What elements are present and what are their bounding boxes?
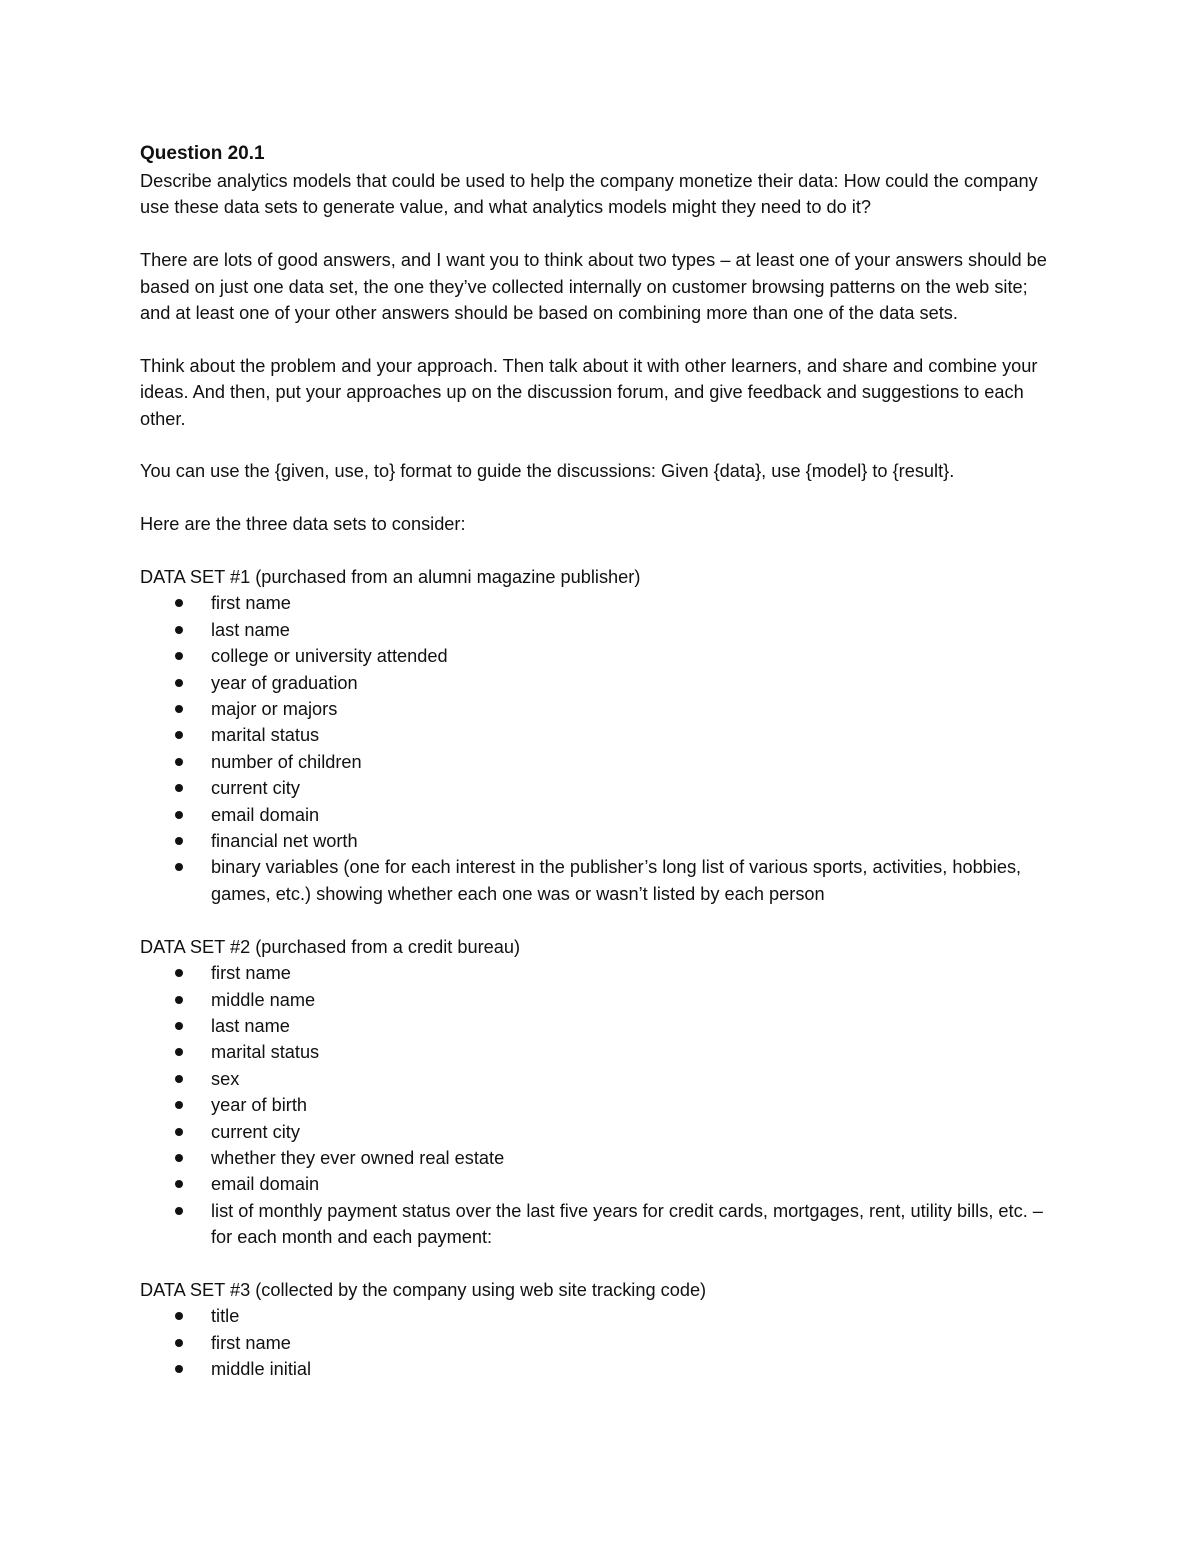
- data-set-1-list: [140, 590, 1060, 907]
- instructions-paragraph: There are lots of good answers, and I want you to think about two types – at least one of your answers should be based on just one data set, the one they’ve collected internally on customer browsing patterns on the web site; and at least one of your other answers should be based on combining more than one of the data sets.: [140, 250, 1047, 324]
- paragraph-gap: [140, 538, 1060, 564]
- bullet-icon: [175, 863, 183, 871]
- format-paragraph: You can use the {given, use, to} format to guide the discussions: Given {data}, use {model} to {result}.: [140, 461, 955, 482]
- list-item: email domain: [140, 802, 1060, 828]
- data-sets-intro: Here are the three data sets to consider:: [140, 514, 466, 535]
- bullet-icon: [175, 1128, 183, 1136]
- bullet-icon: [175, 969, 183, 977]
- bullet-icon: [175, 1048, 183, 1056]
- bullet-icon: [175, 731, 183, 739]
- list-item: first name: [140, 590, 1060, 616]
- paragraph-gap: [140, 485, 1060, 511]
- question-title: Question 20.1: [140, 143, 265, 164]
- list-item: last name: [140, 617, 1060, 643]
- list-item: major or majors: [140, 696, 1060, 722]
- bullet-icon: [175, 1101, 183, 1109]
- list-item: number of children: [140, 749, 1060, 775]
- list-item: middle name: [140, 987, 1060, 1013]
- list-item: first name: [140, 1330, 1060, 1356]
- list-item: current city: [140, 1119, 1060, 1145]
- bullet-icon: [175, 705, 183, 713]
- list-item: current city: [140, 775, 1060, 801]
- list-item: sex: [140, 1066, 1060, 1092]
- bullet-icon: [175, 996, 183, 1004]
- bullet-icon: [175, 784, 183, 792]
- bullet-icon: [175, 1339, 183, 1347]
- bullet-icon: [175, 1365, 183, 1373]
- bullet-icon: [175, 1154, 183, 1162]
- list-item: financial net worth: [140, 828, 1060, 854]
- list-item: title: [140, 1303, 1060, 1329]
- list-item: marital status: [140, 1039, 1060, 1065]
- bullet-icon: [175, 1207, 183, 1215]
- intro-paragraph: Describe analytics models that could be used to help the company monetize their data: How could the company use these data sets to generate value, and what analytics models might they need to do it?: [140, 171, 1038, 218]
- list-item: middle initial: [140, 1356, 1060, 1382]
- paragraph-gap: [140, 1251, 1060, 1277]
- list-item: year of birth: [140, 1092, 1060, 1118]
- discussion-paragraph: Think about the problem and your approach. Then talk about it with other learners, and share and combine your ideas. And then, put your approaches up on the discussion forum, and give feedback and suggestions to each other.: [140, 355, 1038, 429]
- list-item: college or university attended: [140, 643, 1060, 669]
- bullet-icon: [175, 1022, 183, 1030]
- list-item: first name: [140, 960, 1060, 986]
- paragraph-gap: [140, 432, 1060, 458]
- bullet-icon: [175, 652, 183, 660]
- bullet-icon: [175, 599, 183, 607]
- data-set-1-heading: DATA SET #1 (purchased from an alumni magazine publisher): [140, 567, 641, 588]
- data-set-3-heading: DATA SET #3 (collected by the company using web site tracking code): [140, 1279, 707, 1300]
- list-item: whether they ever owned real estate: [140, 1145, 1060, 1171]
- bullet-icon: [175, 679, 183, 687]
- data-set-2-list: [140, 960, 1060, 1250]
- paragraph-gap: [140, 326, 1060, 352]
- bullet-icon: [175, 1180, 183, 1188]
- paragraph-gap: [140, 221, 1060, 247]
- data-set-2-heading: DATA SET #2 (purchased from a credit bureau): [140, 936, 521, 957]
- bullet-icon: [175, 626, 183, 634]
- bullet-icon: [175, 1312, 183, 1320]
- list-item: email domain: [140, 1171, 1060, 1197]
- bullet-icon: [175, 1075, 183, 1083]
- list-item: year of graduation: [140, 670, 1060, 696]
- data-set-3-list: [140, 1303, 1060, 1382]
- paragraph-gap: [140, 907, 1060, 933]
- list-item: marital status: [140, 722, 1060, 748]
- list-item: list of monthly payment status over the last five years for credit cards, mortgages, rent, utility bills, etc. – for each month and each payment:: [140, 1198, 1060, 1251]
- bullet-icon: [175, 811, 183, 819]
- bullet-icon: [175, 758, 183, 766]
- bullet-icon: [175, 837, 183, 845]
- list-item: last name: [140, 1013, 1060, 1039]
- document-page: [140, 140, 1060, 1383]
- list-item: binary variables (one for each interest in the publisher’s long list of various sports, activities, hobbies, games, etc.) showing whether each one was or wasn’t listed by each person: [140, 854, 1060, 907]
